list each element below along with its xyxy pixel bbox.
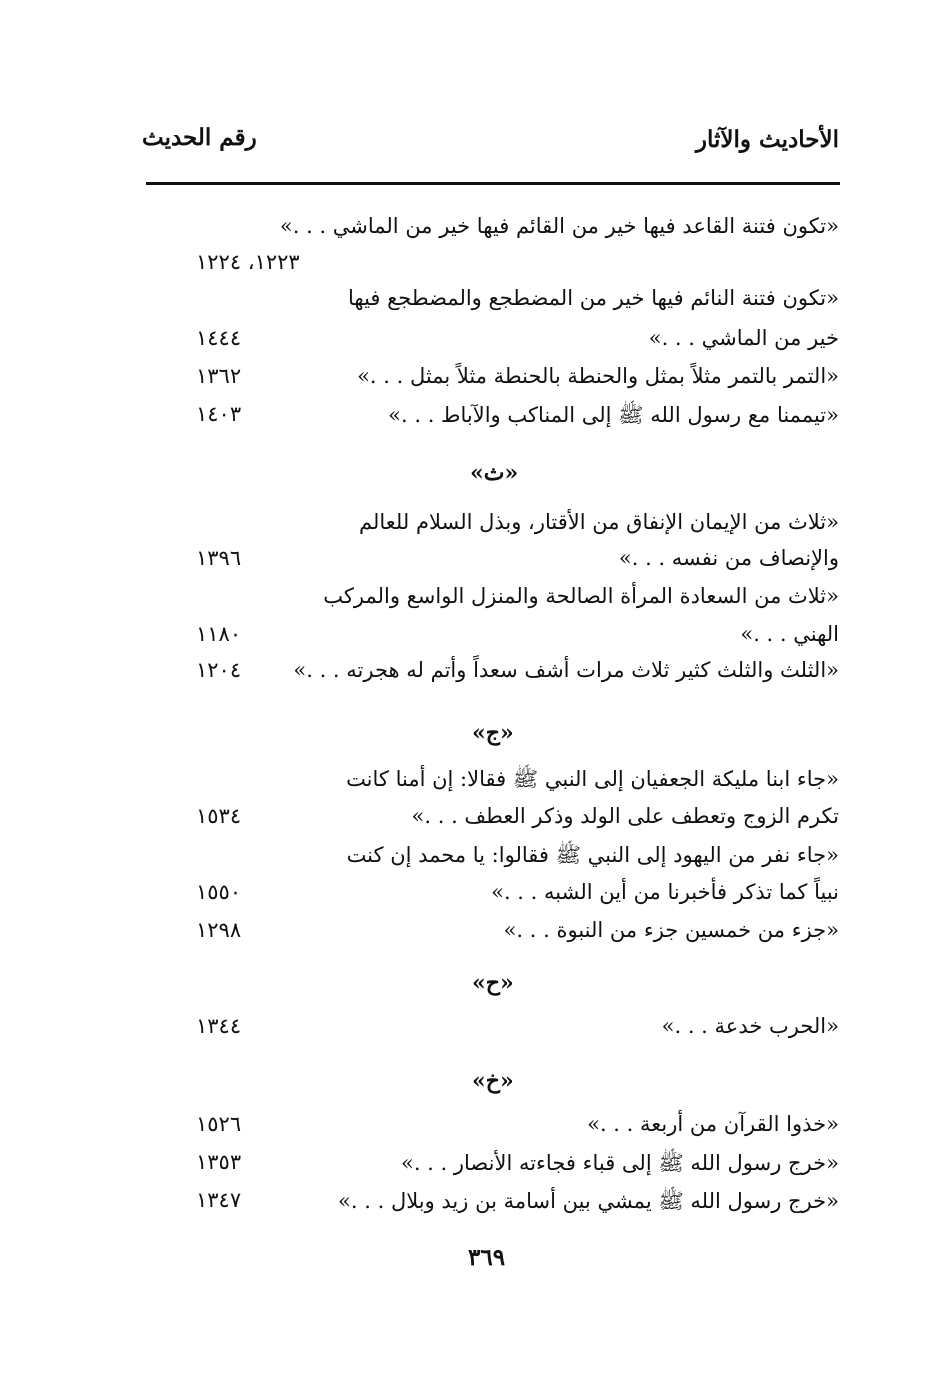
- hadith-number: ١٢٢٣، ١٢٢٤: [196, 250, 300, 274]
- hadith-number: ١٣٦٢: [196, 364, 242, 388]
- section-letter: «ث»: [470, 460, 519, 486]
- entry-line: «تكون فتنة القاعد فيها خير من القائم فيها خير من الماشي . . .»: [279, 214, 839, 238]
- entry-line: «جزء من خمسين جزء من النبوة . . .»: [503, 918, 839, 942]
- entry-line: والإنصاف من نفسه . . .»: [618, 546, 839, 570]
- page-number: ٣٦٩: [468, 1244, 506, 1271]
- hadith-number: ١١٨٠: [196, 622, 242, 646]
- entry-line: «ثلاث من السعادة المرأة الصالحة والمنزل الواسع والمركب: [323, 584, 839, 608]
- header-rule: [146, 182, 840, 185]
- entry-line: «ثلاث من الإيمان الإنفاق من الأقتار، وبذل السلام للعالم: [359, 510, 839, 534]
- entry-line: «جاء ابنا مليكة الجعفيان إلى النبي ﷺ فقالا: إن أمنا كانت: [346, 767, 839, 791]
- hadith-number: ١٥٢٦: [196, 1112, 242, 1136]
- entry-line: «الحرب خدعة . . .»: [661, 1014, 839, 1038]
- section-letter: «ح»: [472, 970, 514, 996]
- hadith-number: ١٥٣٤: [196, 804, 242, 828]
- entry-line: «تكون فتنة النائم فيها خير من المضطجع والمضطجع فيها: [348, 286, 839, 310]
- entry-line: «تيممنا مع رسول الله ﷺ إلى المناكب والآباط . . .»: [388, 403, 839, 427]
- entry-line: الهني . . .»: [740, 622, 839, 646]
- hadith-number: ١٤٠٣: [196, 402, 242, 426]
- entry-line: تكرم الزوج وتعطف على الولد وذكر العطف . . .»: [411, 804, 839, 828]
- entry-line: «خرج رسول الله ﷺ إلى قباء فجاءته الأنصار . . .»: [400, 1151, 839, 1175]
- hadith-number: ١٢٠٤: [196, 658, 242, 682]
- header-left-title: رقم الحديث: [142, 124, 257, 151]
- hadith-number: ١٣٩٦: [196, 546, 242, 570]
- hadith-number: ١٢٩٨: [196, 918, 242, 942]
- entry-line: خير من الماشي . . .»: [648, 326, 839, 350]
- hadith-number: ١٤٤٤: [196, 326, 242, 350]
- hadith-number: ١٣٥٣: [196, 1150, 242, 1174]
- hadith-number: ١٣٤٤: [196, 1014, 242, 1038]
- section-letter: «ج»: [472, 720, 514, 746]
- entry-line: «خرج رسول الله ﷺ يمشي بين أسامة بن زيد وبلال . . .»: [338, 1189, 839, 1213]
- entry-line: «التمر بالتمر مثلاً بمثل والحنطة بالحنطة مثلاً بمثل . . .»: [357, 364, 839, 388]
- header-right-title: الأحاديث والآثار: [695, 126, 839, 153]
- entry-line: «خذوا القرآن من أربعة . . .»: [587, 1112, 839, 1136]
- hadith-number: ١٥٥٠: [196, 880, 242, 904]
- section-letter: «خ»: [472, 1068, 514, 1094]
- hadith-number: ١٣٤٧: [196, 1188, 242, 1212]
- entry-line: «الثلث والثلث كثير ثلاث مرات أشف سعداً وأتم له هجرته . . .»: [293, 658, 839, 682]
- entry-line: «جاء نفر من اليهود إلى النبي ﷺ فقالوا: يا محمد إن كنت: [346, 843, 839, 867]
- entry-line: نبياً كما تذكر فأخبرنا من أين الشبه . . .»: [491, 880, 839, 904]
